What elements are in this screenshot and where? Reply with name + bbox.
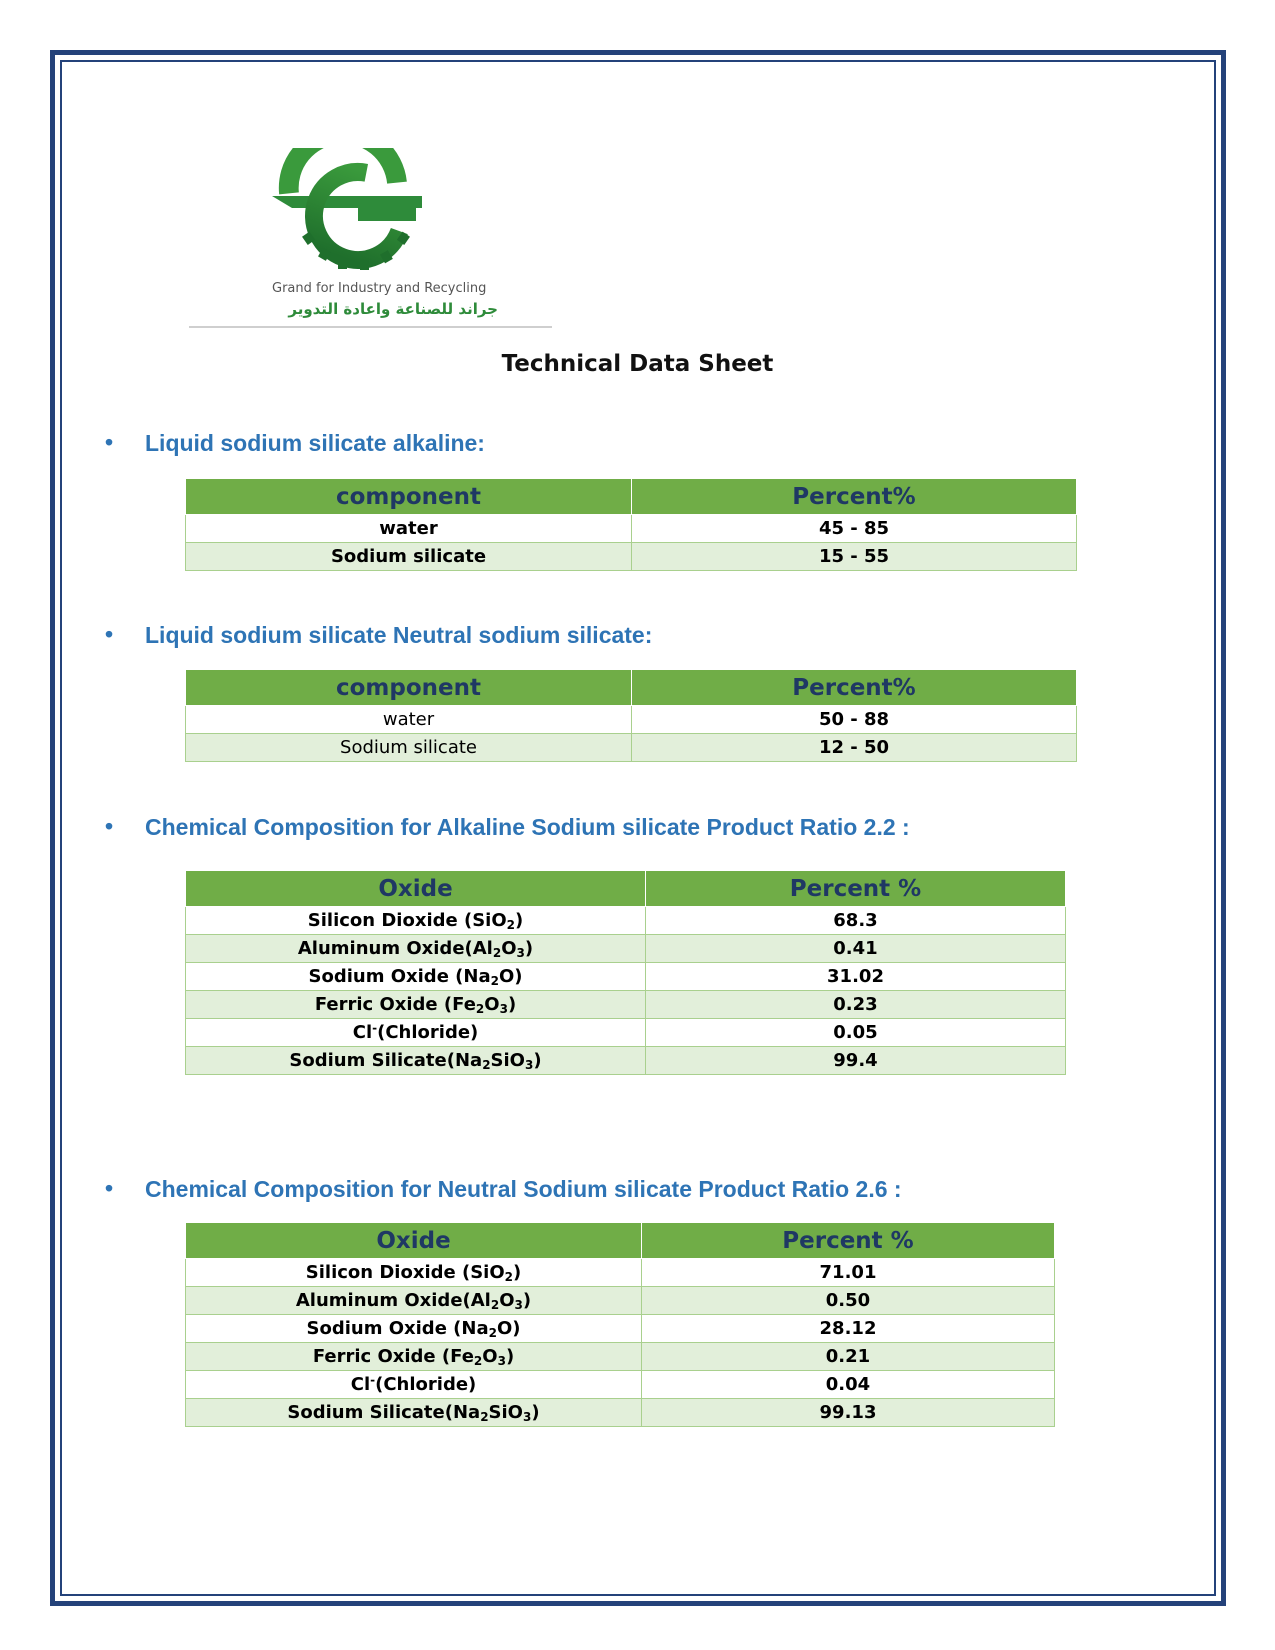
table-neutral-composition (185, 1222, 1055, 1427)
oxide-cell: Silicon Dioxide (SiO$_2$) (186, 1259, 642, 1287)
table-row (186, 963, 1066, 991)
company-name-arabic: جراند للصناعة واعادة التدوير (288, 300, 498, 318)
table-row (186, 1287, 1055, 1315)
table-header-row (186, 479, 1077, 515)
table-neutral-components (185, 669, 1077, 762)
column-header: Percent% (632, 479, 1077, 515)
component-cell: water (186, 515, 632, 543)
percent-cell: 0.50 (642, 1287, 1055, 1315)
bullet-icon: • (105, 813, 114, 839)
table-row (186, 515, 1077, 543)
table-header-row (186, 670, 1077, 706)
percent-cell: 71.01 (642, 1259, 1055, 1287)
table-row (186, 1343, 1055, 1371)
component-cell: water (186, 706, 632, 734)
oxide-cell: Cl-(Chloride) (186, 1019, 646, 1047)
oxide-cell: Ferric Oxide $(Fe_2O_3)$ (186, 1343, 642, 1371)
table-row (186, 543, 1077, 571)
table-row (186, 734, 1077, 762)
table-row (186, 706, 1077, 734)
column-header: component (186, 479, 632, 515)
oxide-cell: Aluminum $Oxide(Al_2O_3)$ (186, 1287, 642, 1315)
oxide-cell: Sodium Oxide $(Na_2O)$ (186, 1315, 642, 1343)
table-row (186, 1315, 1055, 1343)
percent-cell: 0.21 (642, 1343, 1055, 1371)
percent-cell: 45 - 85 (632, 515, 1077, 543)
percent-cell: 0.23 (646, 991, 1066, 1019)
oxide-cell: Cl-(Chloride) (186, 1371, 642, 1399)
component-cell: Sodium silicate (186, 543, 632, 571)
column-header: Percent% (632, 670, 1077, 706)
percent-cell: 0.05 (646, 1019, 1066, 1047)
bullet-icon: • (105, 1175, 114, 1201)
table-row (186, 1399, 1055, 1427)
table-row (186, 1047, 1066, 1075)
column-header: Percent % (646, 871, 1066, 907)
oxide-cell: Sodium Oxide $(Na_2O)$ (186, 963, 646, 991)
table-header-row (186, 1223, 1055, 1259)
oxide-cell: Ferric Oxide $(Fe_2O_3)$ (186, 991, 646, 1019)
component-cell: Sodium silicate (186, 734, 632, 762)
percent-cell: 50 - 88 (632, 706, 1077, 734)
table-row (186, 907, 1066, 935)
bullet-icon: • (105, 429, 114, 455)
company-name-english: Grand for Industry and Recycling (272, 281, 487, 296)
percent-cell: 68.3 (646, 907, 1066, 935)
percent-cell: 99.13 (642, 1399, 1055, 1427)
table-row (186, 1019, 1066, 1047)
percent-cell: 15 - 55 (632, 543, 1077, 571)
table-header-row (186, 871, 1066, 907)
table-alkaline-composition (185, 870, 1066, 1075)
column-header: Oxide (186, 871, 646, 907)
table-alkaline-components (185, 478, 1077, 571)
logo-divider (189, 326, 552, 328)
oxide-cell: Aluminum $Oxide(Al_2O_3)$ (186, 935, 646, 963)
oxide-cell: Sodium $Silicate(Na_2SiO_3)$ (186, 1047, 646, 1075)
table-row (186, 935, 1066, 963)
percent-cell: 0.41 (646, 935, 1066, 963)
company-logo-icon (272, 148, 442, 273)
oxide-cell: Silicon Dioxide (SiO$_2$) (186, 907, 646, 935)
percent-cell: 0.04 (642, 1371, 1055, 1399)
bullet-icon: • (105, 621, 114, 647)
table-row (186, 991, 1066, 1019)
oxide-cell: Sodium $Silicate(Na_2SiO_3)$ (186, 1399, 642, 1427)
column-header: Oxide (186, 1223, 642, 1259)
percent-cell: 99.4 (646, 1047, 1066, 1075)
document-title: Technical Data Sheet (501, 351, 774, 377)
table-row (186, 1259, 1055, 1287)
column-header: Percent % (642, 1223, 1055, 1259)
table-row (186, 1371, 1055, 1399)
column-header: component (186, 670, 632, 706)
percent-cell: 31.02 (646, 963, 1066, 991)
percent-cell: 12 - 50 (632, 734, 1077, 762)
percent-cell: 28.12 (642, 1315, 1055, 1343)
